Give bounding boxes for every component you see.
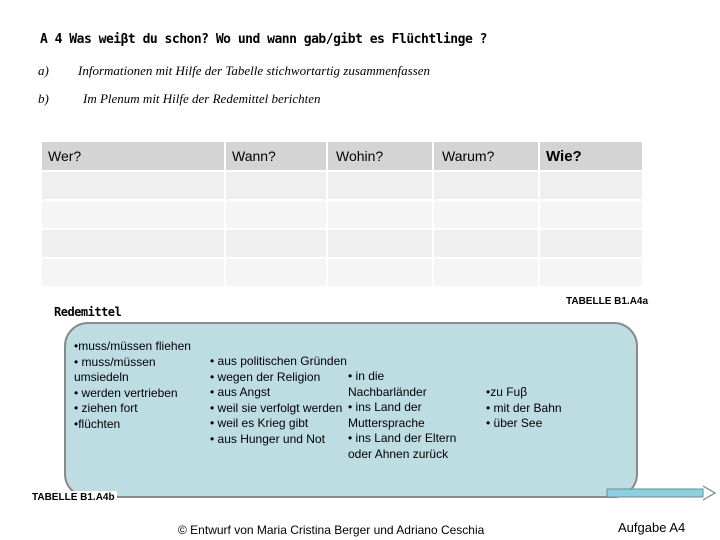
task-b-letter: b)	[38, 91, 49, 106]
task-label: Aufgabe A4	[618, 520, 686, 535]
table-cell[interactable]	[328, 172, 434, 201]
task-b-text: Im Plenum mit Hilfe der Redemittel berichten	[83, 91, 321, 106]
table-cell[interactable]	[434, 259, 540, 288]
table-cell[interactable]	[42, 201, 226, 230]
table-header-wie: Wie?	[540, 142, 644, 172]
task-a-text: Informationen mit Hilfe der Tabelle stichwortartig zusammenfassen	[78, 63, 430, 78]
table-cell[interactable]	[226, 172, 328, 201]
table-cell[interactable]	[434, 230, 540, 259]
task-a-letter: a)	[38, 63, 49, 78]
table-header-wohin: Wohin?	[328, 142, 434, 172]
table-header-warum: Warum?	[434, 142, 540, 172]
table-cell[interactable]	[42, 259, 226, 288]
table-cell[interactable]	[226, 201, 328, 230]
table-cell[interactable]	[540, 230, 644, 259]
table-caption-a: TABELLE B1.A4a	[566, 296, 649, 307]
table-caption-b: TABELLE B1.A4b	[32, 492, 115, 503]
table-cell[interactable]	[328, 259, 434, 288]
redemittel-column-reasons: • aus politischen Gründen • wegen der Religion • aus Angst • weil sie verfolgt werden • weil es Krieg gibt • aus Hunger und Not	[210, 354, 347, 446]
table-cell[interactable]	[328, 230, 434, 259]
table-cell[interactable]	[42, 172, 226, 201]
table-cell[interactable]	[42, 230, 226, 259]
redemittel-column-destinations: • in die Nachbarländer • ins Land der Muttersprache • ins Land der Eltern oder Ahnen zurück	[348, 369, 457, 461]
table-cell[interactable]	[226, 259, 328, 288]
redemittel-column-means: •zu Fuβ • mit der Bahn • über See	[486, 385, 562, 430]
table-header-wer: Wer?	[42, 142, 226, 172]
table-cell[interactable]	[328, 201, 434, 230]
table-header-wann: Wann?	[226, 142, 328, 172]
redemittel-heading: Redemittel	[54, 305, 122, 319]
table-cell[interactable]	[540, 259, 644, 288]
redemittel-column-verbs: •muss/müssen fliehen • muss/müssen umsiedeln • werden vertrieben • ziehen fort •flüchten	[74, 339, 191, 431]
table-cell[interactable]	[434, 172, 540, 201]
table-cell[interactable]	[434, 201, 540, 230]
table-cell[interactable]	[540, 201, 644, 230]
table-cell[interactable]	[540, 172, 644, 201]
right-arrow-icon[interactable]	[606, 484, 718, 507]
copyright-notice: © Entwurf von Maria Cristina Berger und Adriano Ceschia	[178, 523, 485, 537]
summary-table	[42, 142, 644, 288]
table-cell[interactable]	[226, 230, 328, 259]
page-title: A 4 Was weiβt du schon? Wo und wann gab/gibt es Flüchtlinge ?	[40, 32, 487, 47]
